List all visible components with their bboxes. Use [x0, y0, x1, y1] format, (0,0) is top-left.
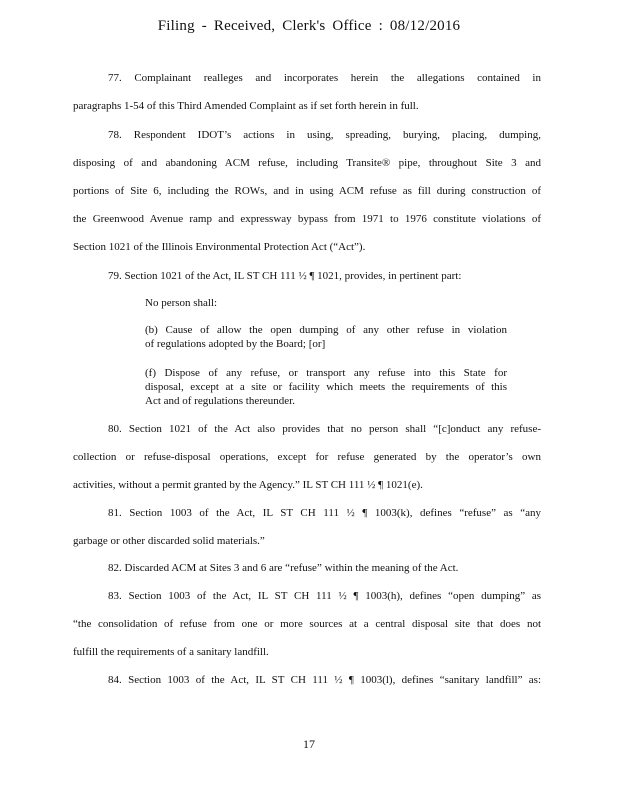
- paragraph-83-line-1: 83. Section 1003 of the Act, IL ST CH 111 ½ ¶ 1003(h), defines “open dumping” as: [108, 590, 541, 602]
- paragraph-77-line-1: 77. Complainant realleges and incorporates herein the allegations contained in: [108, 72, 541, 84]
- quoted-clause-b-line-1: (b) Cause of allow the open dumping of any other refuse in violation: [145, 324, 507, 336]
- paragraph-78-line-1: 78. Respondent IDOT’s actions in using, spreading, burying, placing, dumping,: [108, 129, 541, 141]
- quoted-clause-f-line-1: (f) Dispose of any refuse, or transport any refuse into this State for: [145, 367, 507, 379]
- paragraph-83-line-2: “the consolidation of refuse from one or more sources at a central disposal site that does not: [73, 618, 541, 630]
- paragraph-82-line-1: 82. Discarded ACM at Sites 3 and 6 are “refuse” within the meaning of the Act.: [108, 562, 459, 574]
- paragraph-77-line-2: paragraphs 1-54 of this Third Amended Complaint as if set forth herein in full.: [73, 100, 419, 112]
- quoted-statute-heading: No person shall:: [145, 297, 218, 309]
- paragraph-78-line-2: disposing of and abandoning ACM refuse, including Transite® pipe, throughout Site 3 and: [73, 157, 541, 169]
- paragraph-84-line-1: 84. Section 1003 of the Act, IL ST CH 111 ½ ¶ 1003(l), defines “sanitary landfill” as:: [108, 674, 541, 686]
- filing-header: Filing - Received, Clerk's Office : 08/12/2016: [157, 18, 461, 34]
- paragraph-81-line-2: garbage or other discarded solid materials.”: [73, 535, 265, 547]
- paragraph-81-line-1: 81. Section 1003 of the Act, IL ST CH 111 ½ ¶ 1003(k), defines “refuse” as “any: [108, 507, 541, 519]
- quoted-clause-f-line-2: disposal, except at a site or facility which meets the requirements of this: [145, 381, 507, 393]
- paragraph-80-line-3: activities, without a permit granted by the Agency.” IL ST CH 111 ½ ¶ 1021(e).: [73, 479, 423, 491]
- paragraph-80-line-1: 80. Section 1021 of the Act also provides that no person shall “[c]onduct any refuse-: [108, 423, 541, 435]
- quoted-clause-f-line-3: Act and of regulations thereunder.: [145, 395, 295, 407]
- paragraph-83-line-3: fulfill the requirements of a sanitary landfill.: [73, 646, 269, 658]
- paragraph-79-line-1: 79. Section 1021 of the Act, IL ST CH 111 ½ ¶ 1021, provides, in pertinent part:: [108, 270, 462, 282]
- quoted-clause-b-line-2: of regulations adopted by the Board; [or]: [145, 338, 326, 350]
- paragraph-78-line-4: the Greenwood Avenue ramp and expressway bypass from 1971 to 1976 constitute violations of: [73, 213, 541, 225]
- paragraph-78-line-5: Section 1021 of the Illinois Environmental Protection Act (“Act”).: [73, 241, 366, 253]
- paragraph-78-line-3: portions of Site 6, including the ROWs, and in using ACM refuse as fill during construction of: [73, 185, 541, 197]
- page-number: 17: [303, 737, 315, 751]
- paragraph-80-line-2: collection or refuse-disposal operations, except for refuse generated by the operator’s own: [73, 451, 541, 463]
